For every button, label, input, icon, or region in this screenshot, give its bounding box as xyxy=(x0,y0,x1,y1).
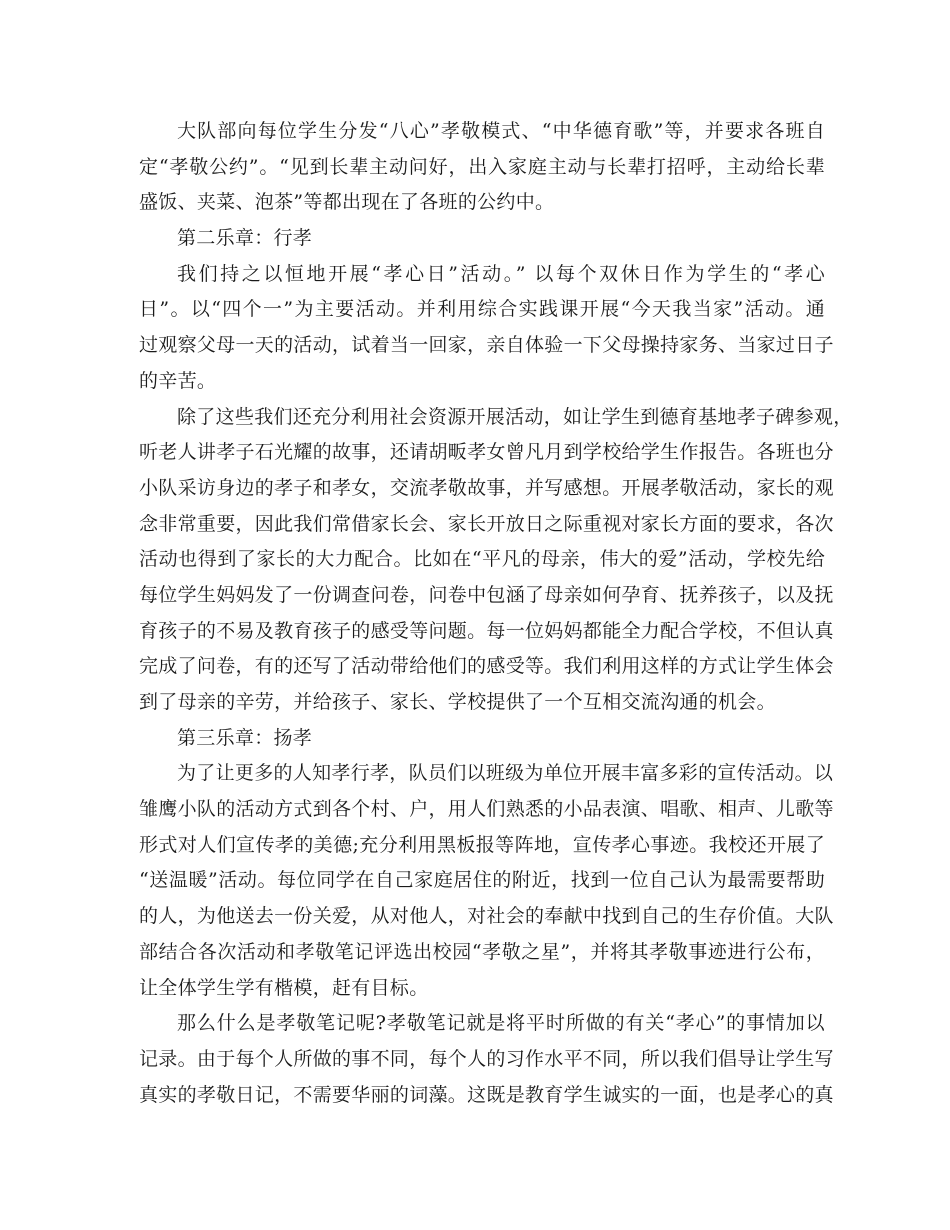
text-line: 形式对人们宣传孝的美德;充分利用黑板报等阵地，宣传孝心事迹。我校还开展了 xyxy=(139,833,825,856)
text-line: 活动也得到了家长的大力配合。比如在“平凡的母亲，伟大的爱”活动，学校先给 xyxy=(139,548,825,571)
text-line: 那么什么是孝敬笔记呢?孝敬笔记就是将平时所做的有关“孝心”的事情加以 xyxy=(177,1012,825,1035)
text-line: 为了让更多的人知孝行孝，队员们以班级为单位开展丰富多彩的宣传活动。以 xyxy=(177,762,834,785)
text-line: 的人，为他送去一份关爱，从对他人，对社会的奉献中找到自己的生存价值。大队 xyxy=(139,905,834,928)
text-line: 除了这些我们还充分利用社会资源开展活动，如让学生到德育基地孝子碑参观， xyxy=(177,405,853,428)
text-line: 听老人讲孝子石光耀的故事，还请胡畈孝女曾凡月到学校给学生作报告。各班也分 xyxy=(139,441,834,464)
text-line: 让全体学生学有楷模，赶有目标。 xyxy=(139,976,429,999)
document-body xyxy=(139,114,853,1113)
text-line: 我们持之以恒地开展“孝心日”活动。” 以每个双休日作为学生的“孝心 xyxy=(177,262,825,285)
text-line: 到了母亲的辛劳，并给孩子、家长、学校提供了一个互相交流沟通的机会。 xyxy=(139,691,776,713)
text-line: 小队采访身边的孝子和孝女，交流孝敬故事，并写感想。开展孝敬活动，家长的观 xyxy=(139,476,834,499)
text-line: 部结合各次活动和孝敬笔记评选出校园“孝敬之星”，并将其孝敬事迹进行公布， xyxy=(139,940,825,963)
text-line: 日”。以“四个一”为主要活动。并利用综合实践课开展“今天我当家”活动。通 xyxy=(139,298,825,321)
text-line: 每位学生妈妈发了一份调查问卷，问卷中包涵了母亲如何孕育、抚养孩子，以及抚 xyxy=(139,583,834,606)
text-line: 记录。由于每个人所做的事不同，每个人的习作水平不同，所以我们倡导让学生写 xyxy=(139,1047,834,1070)
text-line: “送温暖”活动。每位同学在自己家庭居住的附近，找到一位自己认为最需要帮助 xyxy=(139,869,825,892)
text-line: 雏鹰小队的活动方式到各个村、户，用人们熟悉的小品表演、唱歌、相声、儿歌等 xyxy=(139,798,834,821)
text-line: 第三乐章：扬孝 xyxy=(177,726,313,749)
text-line: 的辛苦。 xyxy=(139,369,217,392)
text-line: 念非常重要，因此我们常借家长会、家长开放日之际重视对家长方面的要求，各次 xyxy=(139,512,834,535)
text-line: 大队部向每位学生分发“八心”孝敬模式、“中华德育歌”等，并要求各班自 xyxy=(177,120,825,142)
text-line: 完成了问卷，有的还写了活动带给他们的感受等。我们利用这样的方式让学生体会 xyxy=(139,655,834,678)
text-line: 定“孝敬公约”。“见到长辈主动问好，出入家庭主动与长辈打招呼，主动给长辈 xyxy=(139,155,825,178)
text-line: 育孩子的不易及教育孩子的感受等问题。每一位妈妈都能全力配合学校，不但认真 xyxy=(139,619,834,642)
text-line: 真实的孝敬日记，不需要华丽的词藻。这既是教育学生诚实的一面，也是孝心的真 xyxy=(139,1083,834,1106)
text-line: 过观察父母一天的活动，试着当一回家，亲自体验一下父母操持家务、当家过日子 xyxy=(139,334,834,357)
text-line: 第二乐章：行孝 xyxy=(177,227,313,250)
text-line: 盛饭、夹菜、泡茶”等都出现在了各班的公约中。 xyxy=(139,191,555,214)
